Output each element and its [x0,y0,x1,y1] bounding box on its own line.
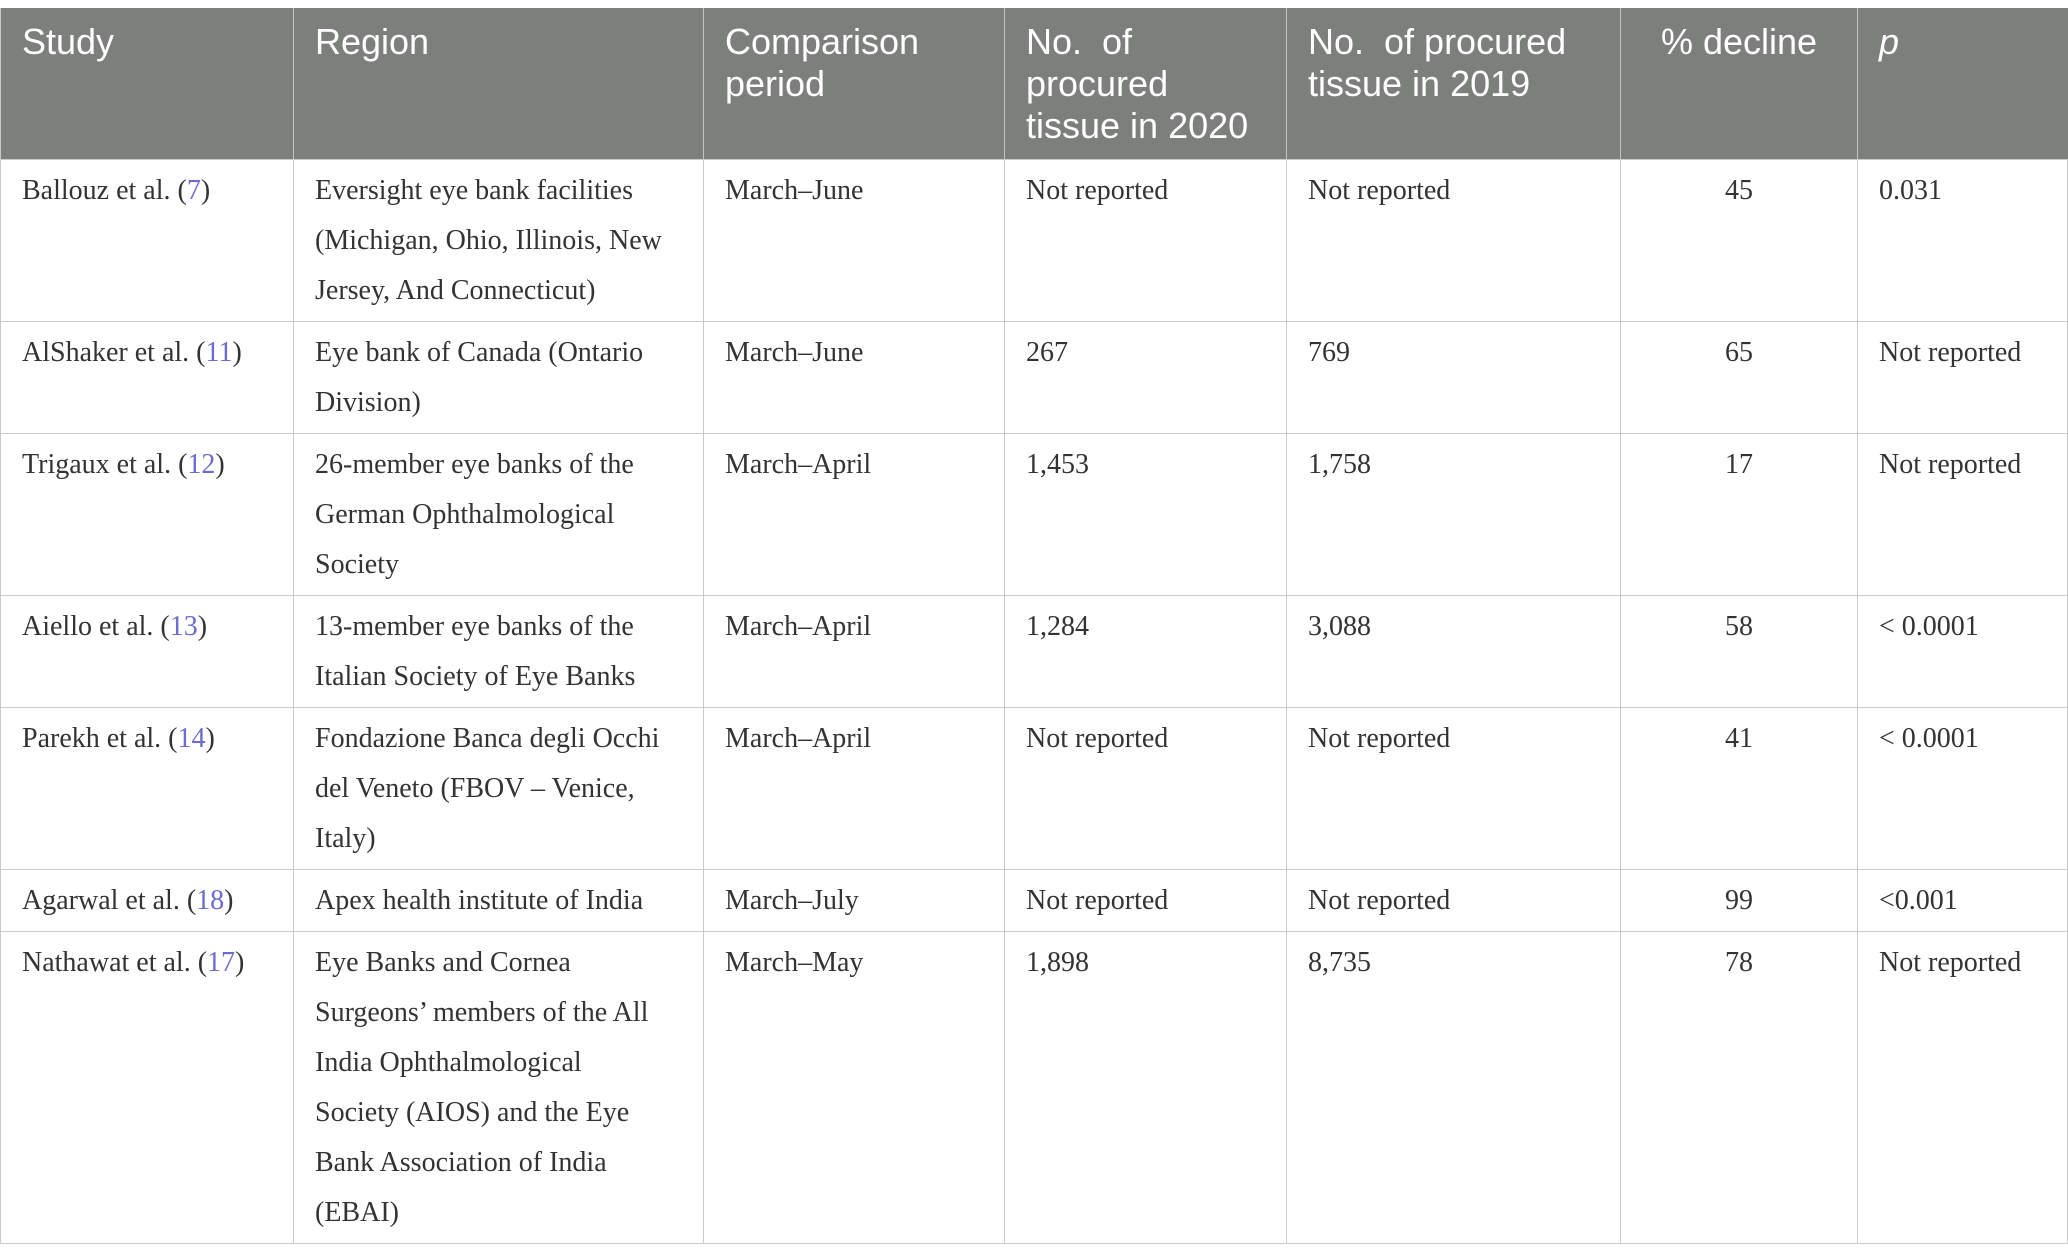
tissue-2020-cell [1005,596,1287,708]
period-text: March–June [725,175,864,206]
tissue-2019-cell [1287,870,1621,932]
period-cell [704,932,1005,1244]
header-comparison-period-label: Comparison period [725,21,920,104]
decline-value: 45 [1725,175,1753,206]
author-name: Ballouz et al. [22,175,171,206]
tissue-2020-value: 1,453 [1026,449,1089,480]
table-row [1,434,2068,596]
p-value-cell [1858,596,2068,708]
citation-link[interactable]: 13 [169,611,198,642]
author-name: Agarwal et al. [22,885,180,916]
table-header [1,8,2068,160]
author-name: Parekh et al. [22,723,162,754]
period-cell [704,708,1005,870]
region-text: Eye Banks and Cornea Surgeons’ members of the All India Ophthalmological Society (AIOS) and the Eye Bank Association of India (EBAI) [315,947,649,1228]
tissue-2019-value: 3,088 [1308,611,1371,642]
header-comparison-period [704,8,1005,160]
table-row [1,160,2068,322]
ref-open: ( [153,611,170,642]
author-name: Aiello et al. [22,611,154,642]
study-cell [1,596,294,708]
region-cell [294,932,704,1244]
region-text: Apex health institute of India [315,885,644,916]
p-value-cell [1858,434,2068,596]
decline-value: 78 [1725,947,1753,978]
ref-close: ) [197,611,208,642]
tissue-2020-value: Not reported [1026,885,1169,916]
ref-open: ( [170,175,187,206]
decline-value: 65 [1725,337,1753,368]
citation-link[interactable]: 18 [196,885,225,916]
p-value-cell [1858,932,2068,1244]
header-region-label: Region [315,21,430,62]
citation-link[interactable]: 12 [187,449,216,480]
ref-close: ) [235,947,245,978]
decline-value: 41 [1725,723,1753,754]
tissue-2019-cell [1287,322,1621,434]
citation-link[interactable]: 7 [186,175,201,206]
tissue-2019-cell [1287,932,1621,1244]
table-row [1,708,2068,870]
table-row [1,322,2068,434]
study-cell [1,434,294,596]
p-value: < 0.0001 [1879,723,1979,754]
p-value: Not reported [1879,449,2022,480]
ref-close: ) [232,337,242,368]
tissue-2019-cell [1287,596,1621,708]
tissue-2019-value: Not reported [1308,885,1451,916]
decline-cell [1621,160,1858,322]
period-cell [704,322,1005,434]
region-text: Fondazione Banca degli Occhi del Veneto (FBOV – Venice, Italy) [315,723,660,854]
table-row [1,870,2068,932]
decline-cell [1621,596,1858,708]
region-text: 13-member eye banks of the Italian Society of Eye Banks [315,611,636,692]
study-cell [1,932,294,1244]
tissue-2020-value: 1,898 [1026,947,1089,978]
period-cell [704,870,1005,932]
tissue-2019-cell [1287,434,1621,596]
ref-close: ) [205,723,215,754]
table-body [1,160,2068,1244]
header-study-label: Study [22,21,115,62]
tissue-2019-value: 1,758 [1308,449,1371,480]
period-cell [704,434,1005,596]
tissue-2020-cell [1005,708,1287,870]
region-cell [294,870,704,932]
period-text: March–April [725,611,872,642]
ref-open: ( [171,449,188,480]
tissue-2020-cell [1005,322,1287,434]
p-value: 0.031 [1879,175,1942,206]
tissue-2020-value: Not reported [1026,723,1169,754]
period-text: March–May [725,947,864,978]
p-value-cell [1858,870,2068,932]
ref-open: ( [161,723,178,754]
tissue-2020-cell [1005,932,1287,1244]
region-text: Eye bank of Canada (Ontario Division) [315,337,644,418]
table-container [0,8,2068,1244]
header-tissue-2019-label: No. of procured tissue in 2019 [1308,21,1567,104]
p-value: < 0.0001 [1879,611,1979,642]
header-tissue-2020-label: No. of procured tissue in 2020 [1026,21,1249,146]
decline-cell [1621,932,1858,1244]
period-cell [704,160,1005,322]
tissue-2020-value: 1,284 [1026,611,1089,642]
region-cell [294,434,704,596]
tissue-2020-cell [1005,870,1287,932]
tissue-2020-cell [1005,434,1287,596]
ref-close: ) [215,449,225,480]
header-p-value [1858,8,2068,160]
study-cell [1,322,294,434]
region-cell [294,596,704,708]
period-text: March–April [725,449,872,480]
p-value: Not reported [1879,947,2022,978]
tissue-2019-value: Not reported [1308,175,1451,206]
table-row [1,596,2068,708]
header-row [1,8,2068,160]
region-cell [294,322,704,434]
ref-open: ( [190,947,208,978]
tissue-2020-value: 267 [1026,337,1068,368]
study-cell [1,870,294,932]
ref-open: ( [179,885,197,916]
header-percent-decline-label: % decline [1660,21,1818,62]
p-value: Not reported [1879,337,2022,368]
decline-value: 58 [1725,611,1753,642]
header-p-value-label: p [1879,21,1900,62]
header-tissue-2019 [1287,8,1621,160]
p-value-cell [1858,322,2068,434]
ref-close: ) [200,175,211,206]
tissue-2019-value: Not reported [1308,723,1451,754]
period-text: March–April [725,723,872,754]
period-cell [704,596,1005,708]
period-text: March–June [725,337,864,368]
tissue-2019-value: 769 [1308,337,1350,368]
region-text: 26-member eye banks of the German Ophthalmological Society [315,449,634,580]
eye-bank-tissue-decline-table [0,8,2068,1244]
region-cell [294,708,704,870]
header-percent-decline [1621,8,1858,160]
author-name: Trigaux et al. [22,449,172,480]
ref-close: ) [224,885,234,916]
decline-cell [1621,434,1858,596]
citation-link[interactable]: 14 [177,723,206,754]
p-value-cell [1858,160,2068,322]
tissue-2020-value: Not reported [1026,175,1169,206]
decline-cell [1621,322,1858,434]
author-name: AlShaker et al. [22,337,190,368]
tissue-2019-value: 8,735 [1308,947,1371,978]
decline-cell [1621,870,1858,932]
table-row [1,932,2068,1244]
region-cell [294,160,704,322]
ref-open: ( [189,337,206,368]
author-name: Nathawat et al. [22,947,191,978]
tissue-2019-cell [1287,160,1621,322]
citation-link[interactable]: 11 [205,337,233,368]
decline-cell [1621,708,1858,870]
tissue-2020-cell [1005,160,1287,322]
header-region [294,8,704,160]
period-text: March–July [725,885,859,916]
decline-value: 17 [1725,449,1753,480]
header-study [1,8,294,160]
study-cell [1,708,294,870]
p-value-cell [1858,708,2068,870]
citation-link[interactable]: 17 [207,947,236,978]
study-cell [1,160,294,322]
region-text: Eversight eye bank facilities (Michigan, Ohio, Illinois, New Jersey, And Connecticut) [315,175,662,306]
p-value: <0.001 [1879,885,1958,916]
decline-value: 99 [1725,885,1753,916]
tissue-2019-cell [1287,708,1621,870]
header-tissue-2020 [1005,8,1287,160]
